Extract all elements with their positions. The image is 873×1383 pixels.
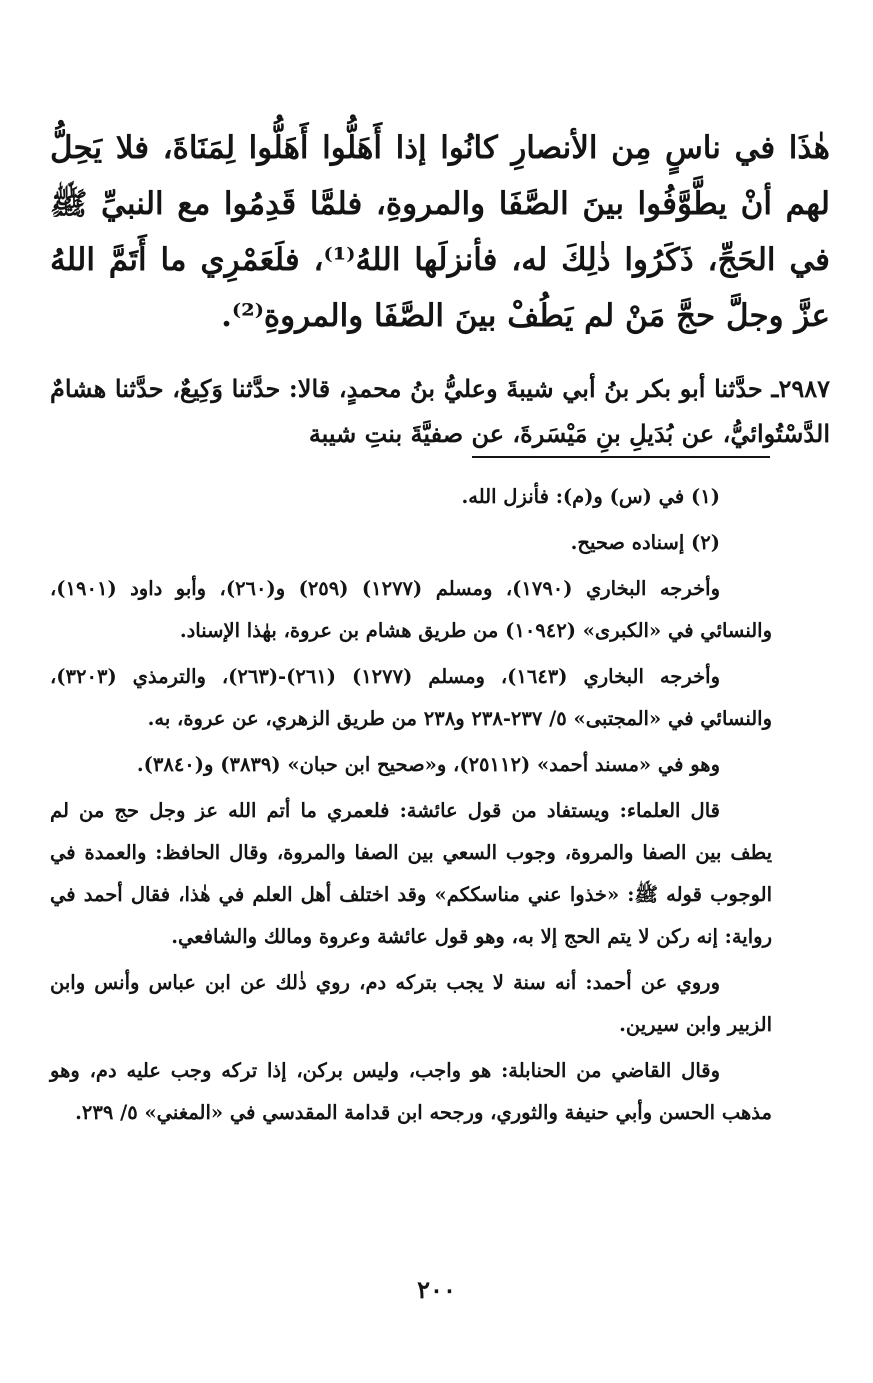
- footnote-note: وأخرجه البخاري (١٧٩٠)، ومسلم (١٢٧٧) (٢٥٩) و(٢٦٠)، وأبو داود (١٩٠١)، والنسائي في «الكبرى» (١٠٩٤٢) من طريق هشام بن عروة، بهٰذا الإسناد.: [50, 577, 772, 642]
- footnotes-section: [50, 476, 772, 1138]
- footnote-note: وهو في «مسند أحمد» (٢٥١١٢)، و«صحيح ابن حبان» (٣٨٣٩) و(٣٨٤٠).: [136, 753, 720, 776]
- page-number: ٢٠٠: [417, 1275, 456, 1304]
- footnote-note: وروي عن أحمد: أنه سنة لا يجب بتركه دم، روي ذٰلك عن ابن عباس وأنس وابن الزبير وابن سيرين.: [50, 971, 772, 1036]
- main-text: [50, 120, 830, 456]
- hadith-paragraph: هٰذَا في ناسٍ مِن الأنصارِ كانُوا إذا أَهَلُّوا أَهَلُّوا لِمَنَاةَ، فلا يَحِلُّ لهم أنْ يطَّوَّفُوا بينَ الصَّفَا والمروةِ، فلمَّا قَدِمُوا مع النبيِّ ﷺ في الحَجِّ، ذَكَرُوا ذٰلِكَ له، فأنزلَها اللهُ⁽¹⁾، فلَعَمْرِي ما أَتَمَّ اللهُ عزَّ وجلَّ حجَّ مَنْ لم يَطُفْ بينَ الصَّفَا والمروةِ⁽²⁾.: [50, 130, 831, 334]
- footnote-note: وقال القاضي من الحنابلة: هو واجب، وليس بركن، إذا تركه وجب عليه دم، وهو مذهب الحسن وأبي حنيفة والثوري، ورجحه ابن قدامة المقدسي في «المغني» ٥/ ٢٣٩.: [50, 1059, 772, 1124]
- footnote-note: وأخرجه البخاري (١٦٤٣)، ومسلم (١٢٧٧) (٢٦١)-(٢٦٣)، والترمذي (٣٢٠٣)، والنسائي في «المجتبى» ٥/ ٢٣٧-٢٣٨ و٢٣٨ من طريق الزهري، عن عروة، به.: [50, 665, 772, 730]
- footnote-1: (١) في (س) و(م): فأنزل الله.: [461, 485, 720, 508]
- footnote-2: (٢) إسناده صحيح.: [570, 531, 720, 554]
- footnote-note: قال العلماء: ويستفاد من قول عائشة: فلعمري ما أتم الله عز وجل حج من لم يطف بين الصفا والمروة، وجوب السعي بين الصفا والمروة، وقال الحافظ: والعمدة في الوجوب قوله ﷺ: «خذوا عني مناسككم» وقد اختلف أهل العلم في هٰذا، فقال أحمد في رواية: إنه ركن لا يتم الحج إلا به، وهو قول عائشة وعروة ومالك والشافعي.: [50, 799, 772, 948]
- hadith-chain-paragraph: ٢٩٨٧ـ حدَّثنا أبو بكر بنُ أبي شيبةَ وعليُّ بنُ محمدٍ، قالا: حدَّثنا وَكِيعٌ، حدَّثنا هشامٌ الدَّسْتُوائيُّ، عن بُدَيلِ بنِ مَيْسَرةَ، عن صفيَّةَ بنتِ شيبة: [50, 374, 830, 448]
- footnote-separator: [472, 456, 770, 458]
